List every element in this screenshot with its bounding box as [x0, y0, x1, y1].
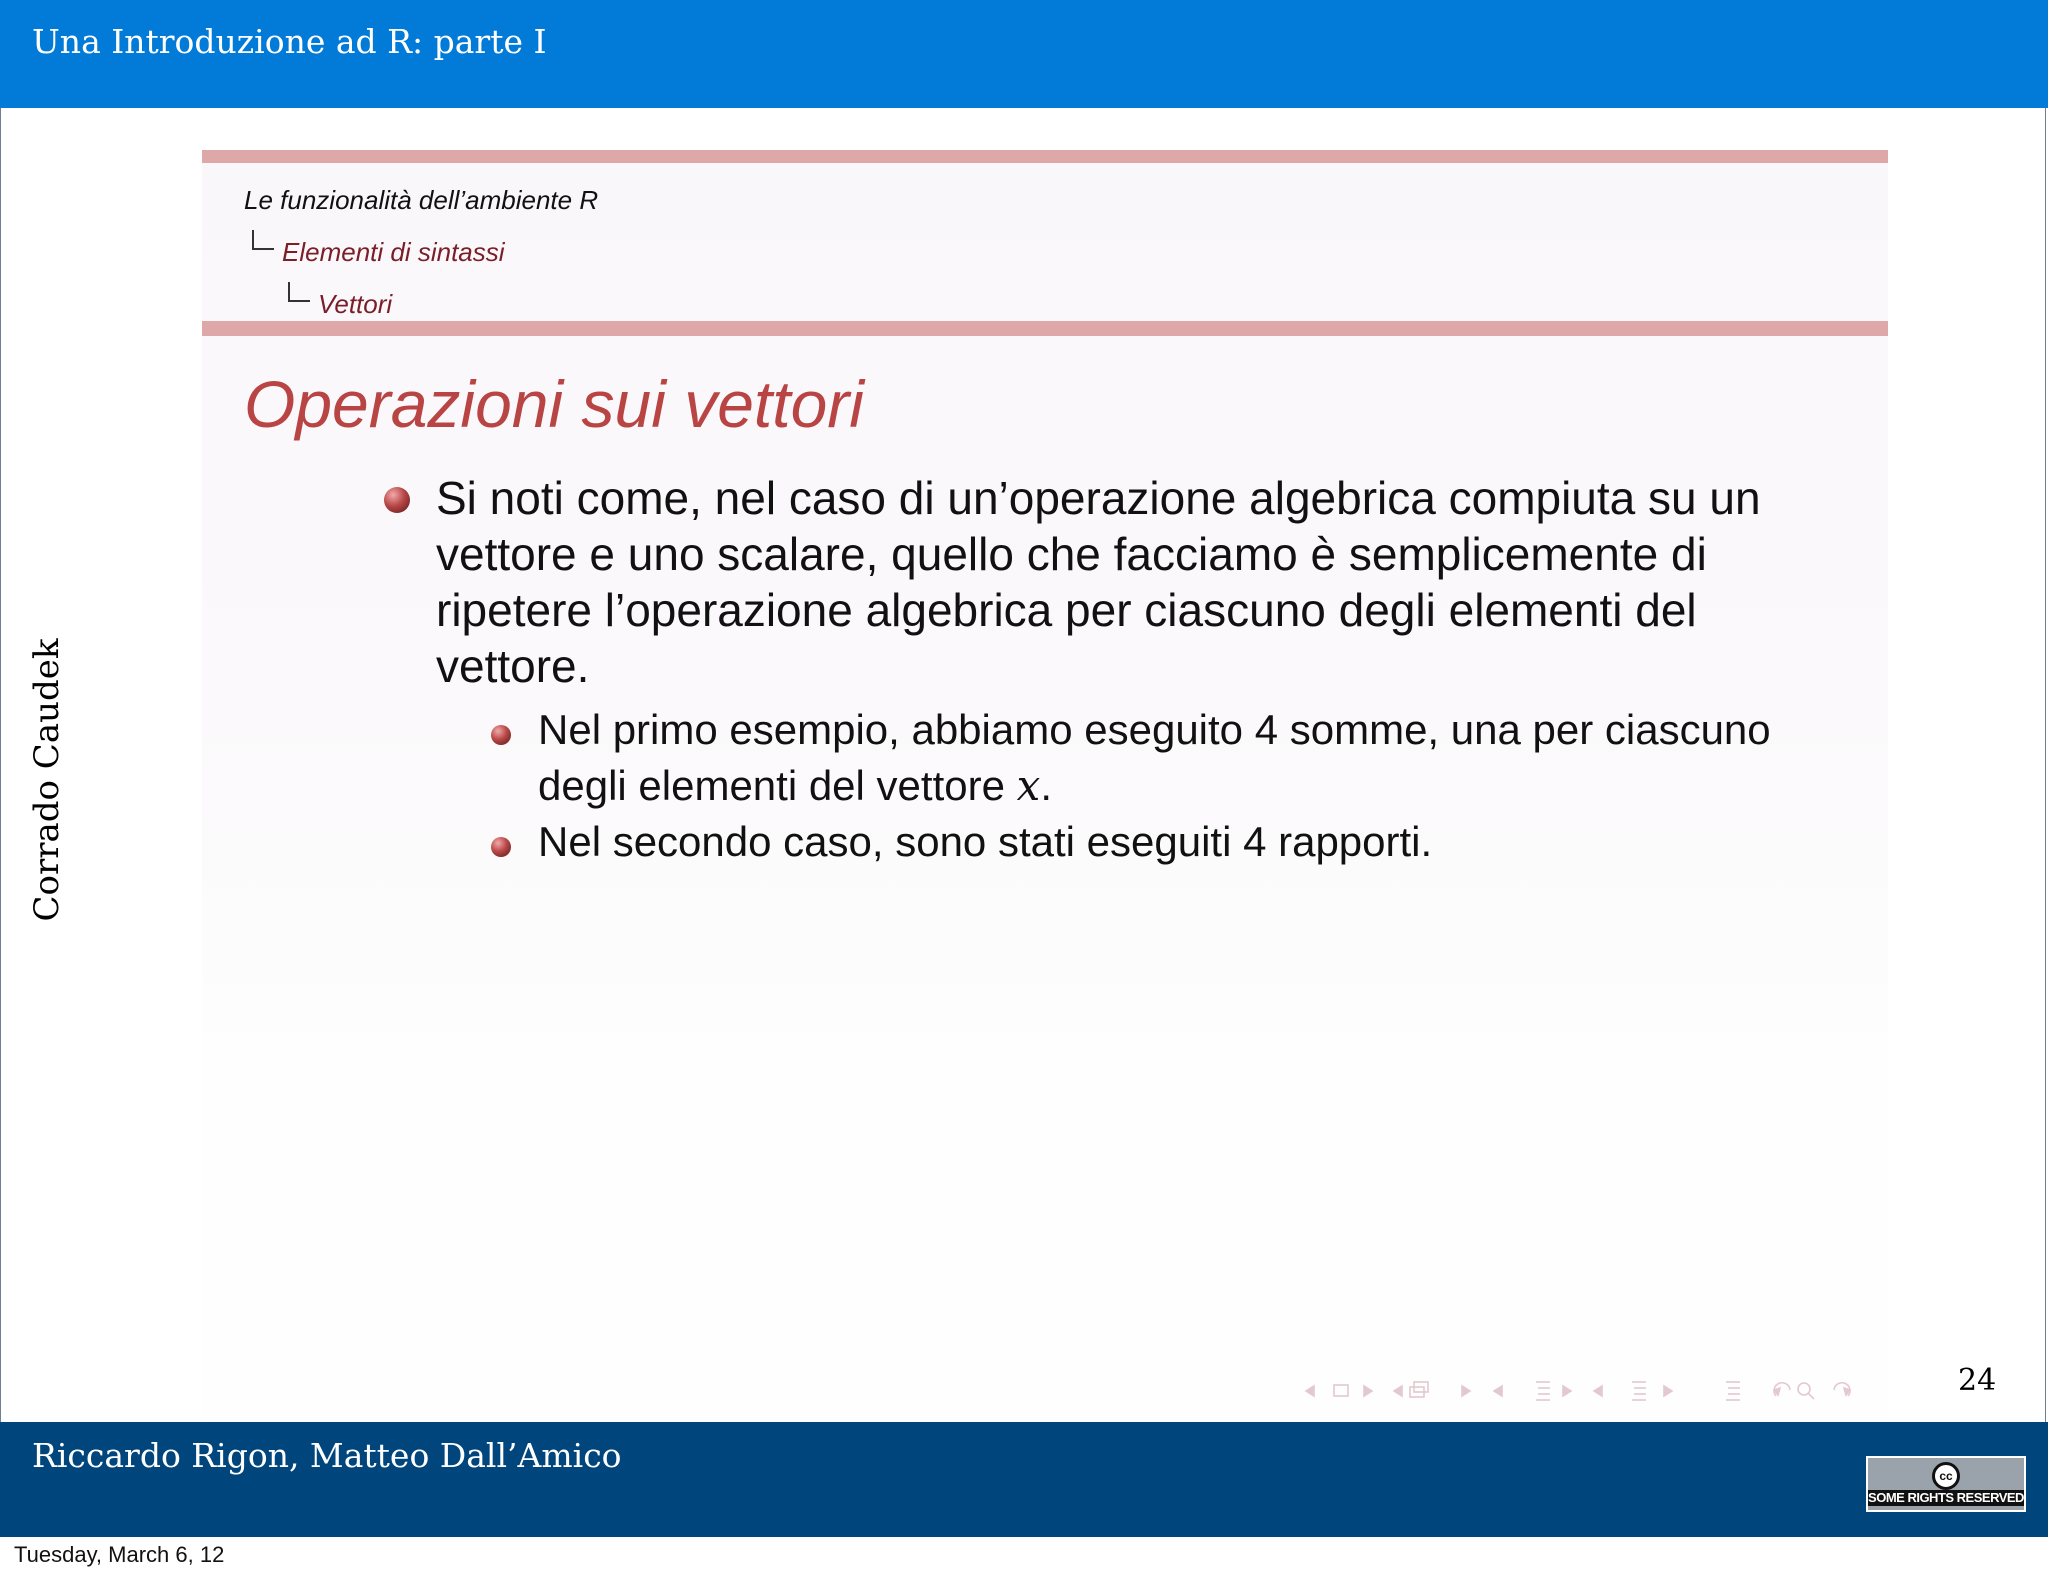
nav-frame-prev-icon[interactable] [1306, 1386, 1314, 1396]
math-variable-x: x [1016, 761, 1041, 810]
bullet-ball-icon [491, 725, 511, 745]
bullet-main: Si noti come, nel caso di un’operazione algebrica compiuta su un vettore e uno scalare, quello che facciamo è semplicemente di ripetere l’operazione algebrica per ciascuno degli elementi del vettore. [436, 472, 1761, 692]
license-text: SOME RIGHTS RESERVED [1868, 1490, 2024, 1505]
sub-bullet-1 [538, 702, 1838, 814]
sub-bullet-2: Nel secondo caso, sono stati eseguiti 4 rapporti. [538, 818, 1433, 865]
nav-section-icon[interactable] [1536, 1382, 1550, 1400]
slide-title: Operazioni sui vettori [244, 367, 864, 441]
footer-authors: Riccardo Rigon, Matteo Dall’Amico [32, 1436, 622, 1475]
sidebar-author: Corrado Caudek [27, 638, 67, 922]
breadcrumb-subsection-label: Elementi di sintassi [282, 237, 505, 267]
nav-subsection-prev-icon[interactable] [1394, 1386, 1402, 1396]
breadcrumb [244, 174, 598, 330]
nav-subsection-next-icon[interactable] [1462, 1386, 1470, 1396]
tree-elbow-icon [252, 230, 274, 250]
header-bar [0, 0, 2048, 108]
cc-logo-icon: cc [1932, 1462, 1960, 1490]
nav-back-icon[interactable] [1774, 1383, 1790, 1396]
breadcrumb-subsubsection [244, 278, 598, 330]
bullet-ball-icon [491, 837, 511, 857]
nav-section-prev-icon[interactable] [1494, 1386, 1502, 1396]
nav-section-next-icon[interactable] [1563, 1386, 1571, 1396]
breadcrumb-subsubsection-label: Vettori [318, 289, 393, 319]
bullet-ball-icon [384, 487, 410, 513]
sub-bullet-1-end: . [1040, 762, 1052, 809]
nav-part-prev-icon[interactable] [1594, 1386, 1602, 1396]
nav-search-icon[interactable] [1798, 1383, 1814, 1399]
creative-commons-badge[interactable] [1866, 1456, 2026, 1512]
date-caption: Tuesday, March 6, 12 [14, 1542, 225, 1567]
beamer-navigation-bar [1300, 1378, 1880, 1404]
nav-subsection-icon[interactable] [1410, 1382, 1428, 1397]
breadcrumb-top-rule [202, 150, 1888, 163]
nav-frame-next-icon[interactable] [1364, 1386, 1372, 1396]
breadcrumb-subsection [244, 226, 598, 278]
nav-document-icon[interactable] [1726, 1382, 1740, 1400]
slide-lower-area [202, 1080, 1888, 1420]
breadcrumb-section: Le funzionalità dell’ambiente R [244, 185, 599, 215]
nav-part-icon[interactable] [1632, 1382, 1646, 1400]
presentation-title: Una Introduzione ad R: parte I [32, 22, 547, 61]
nav-frame-icon[interactable] [1334, 1385, 1348, 1396]
page-number: 24 [1958, 1363, 1997, 1398]
nav-forward-icon[interactable] [1834, 1383, 1850, 1396]
nav-part-next-icon[interactable] [1664, 1386, 1672, 1396]
sub-bullet-1-text: Nel primo esempio, abbiamo eseguito 4 somme, una per ciascuno degli elementi del vettore [538, 706, 1771, 809]
tree-elbow-icon [288, 282, 310, 302]
